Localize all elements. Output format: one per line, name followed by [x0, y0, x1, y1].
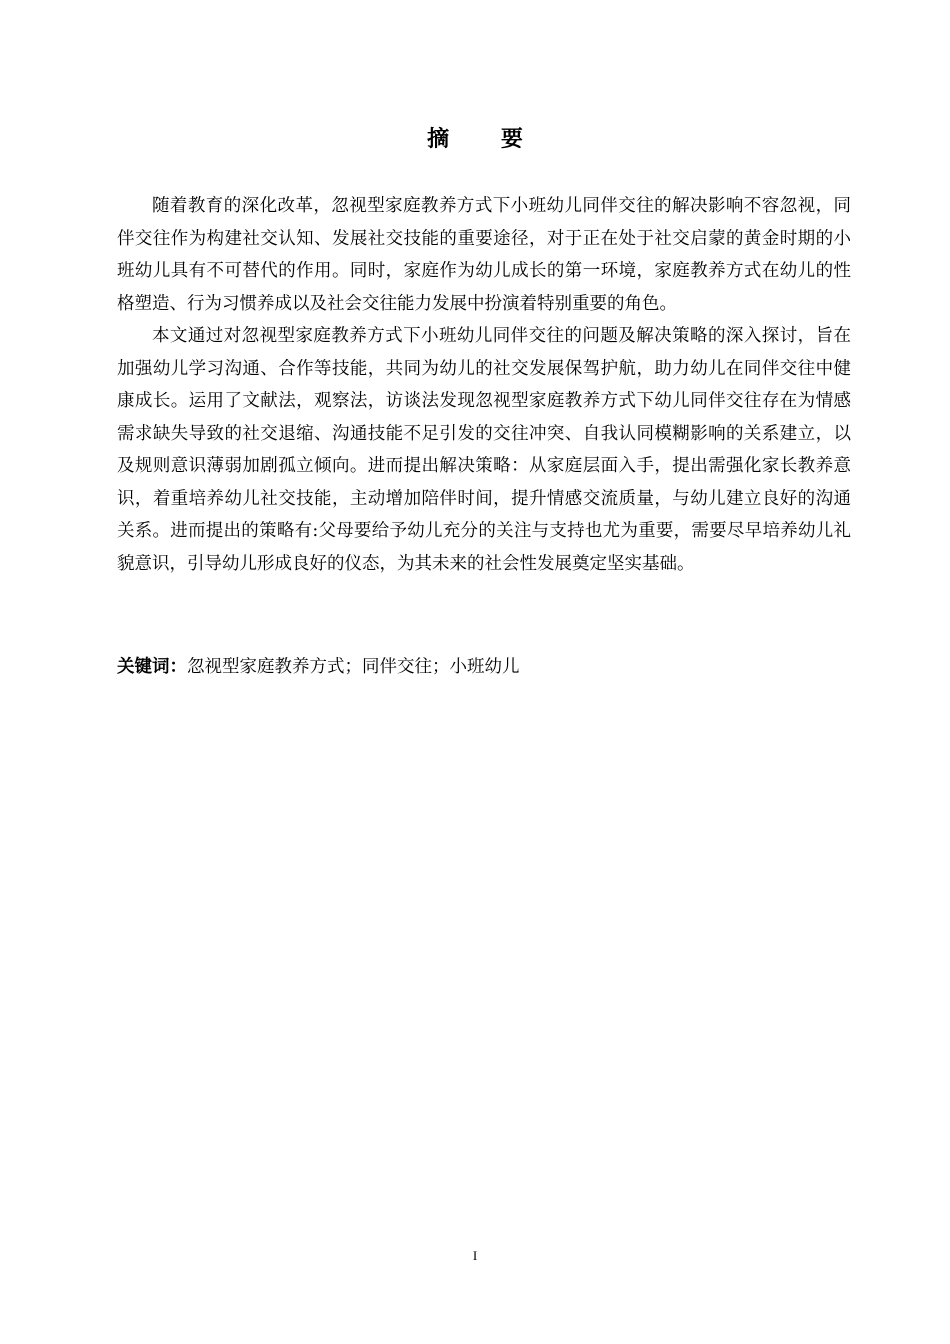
abstract-body — [117, 190, 851, 580]
keywords-text: 忽视型家庭教养方式；同伴交往；小班幼儿 — [187, 657, 520, 677]
keywords-label: 关键词： — [117, 657, 187, 677]
abstract-paragraph-1: 随着教育的深化改革，忽视型家庭教养方式下小班幼儿同伴交往的解决影响不容忽视，同伴交往作为构建社交认知、发展社交技能的重要途径，对于正在处于社交启蒙的黄金时期的小班幼儿具有不可替代的作用。同时，家庭作为幼儿成长的第一环境，家庭教养方式在幼儿的性格塑造、行为习惯养成以及社会交往能力发展中扮演着特别重要的角色。 — [117, 196, 851, 314]
keywords-line — [117, 652, 851, 682]
page-number: I — [472, 1248, 478, 1263]
abstract-paragraph-2: 本文通过对忽视型家庭教养方式下小班幼儿同伴交往的问题及解决策略的深入探讨，旨在加强幼儿学习沟通、合作等技能，共同为幼儿的社交发展保驾护航，助力幼儿在同伴交往中健康成长。运用了文献法，观察法，访谈法发现忽视型家庭教养方式下幼儿同伴交往存在为情感需求缺失导致的社交退缩、沟通技能不足引发的交往冲突、自我认同模糊影响的关系建立，以及规则意识薄弱加剧孤立倾向。进而提出解决策略：从家庭层面入手，提出需强化家长教养意识，着重培养幼儿社交技能，主动增加陪伴时间，提升情感交流质量，与幼儿建立良好的沟通关系。进而提出的策略有:父母要给予幼儿充分的关注与支持也尤为重要，需要尽早培养幼儿礼貌意识，引导幼儿形成良好的仪态，为其未来的社会性发展奠定坚实基础。 — [117, 326, 851, 574]
page-title: 摘 要 — [427, 127, 545, 152]
